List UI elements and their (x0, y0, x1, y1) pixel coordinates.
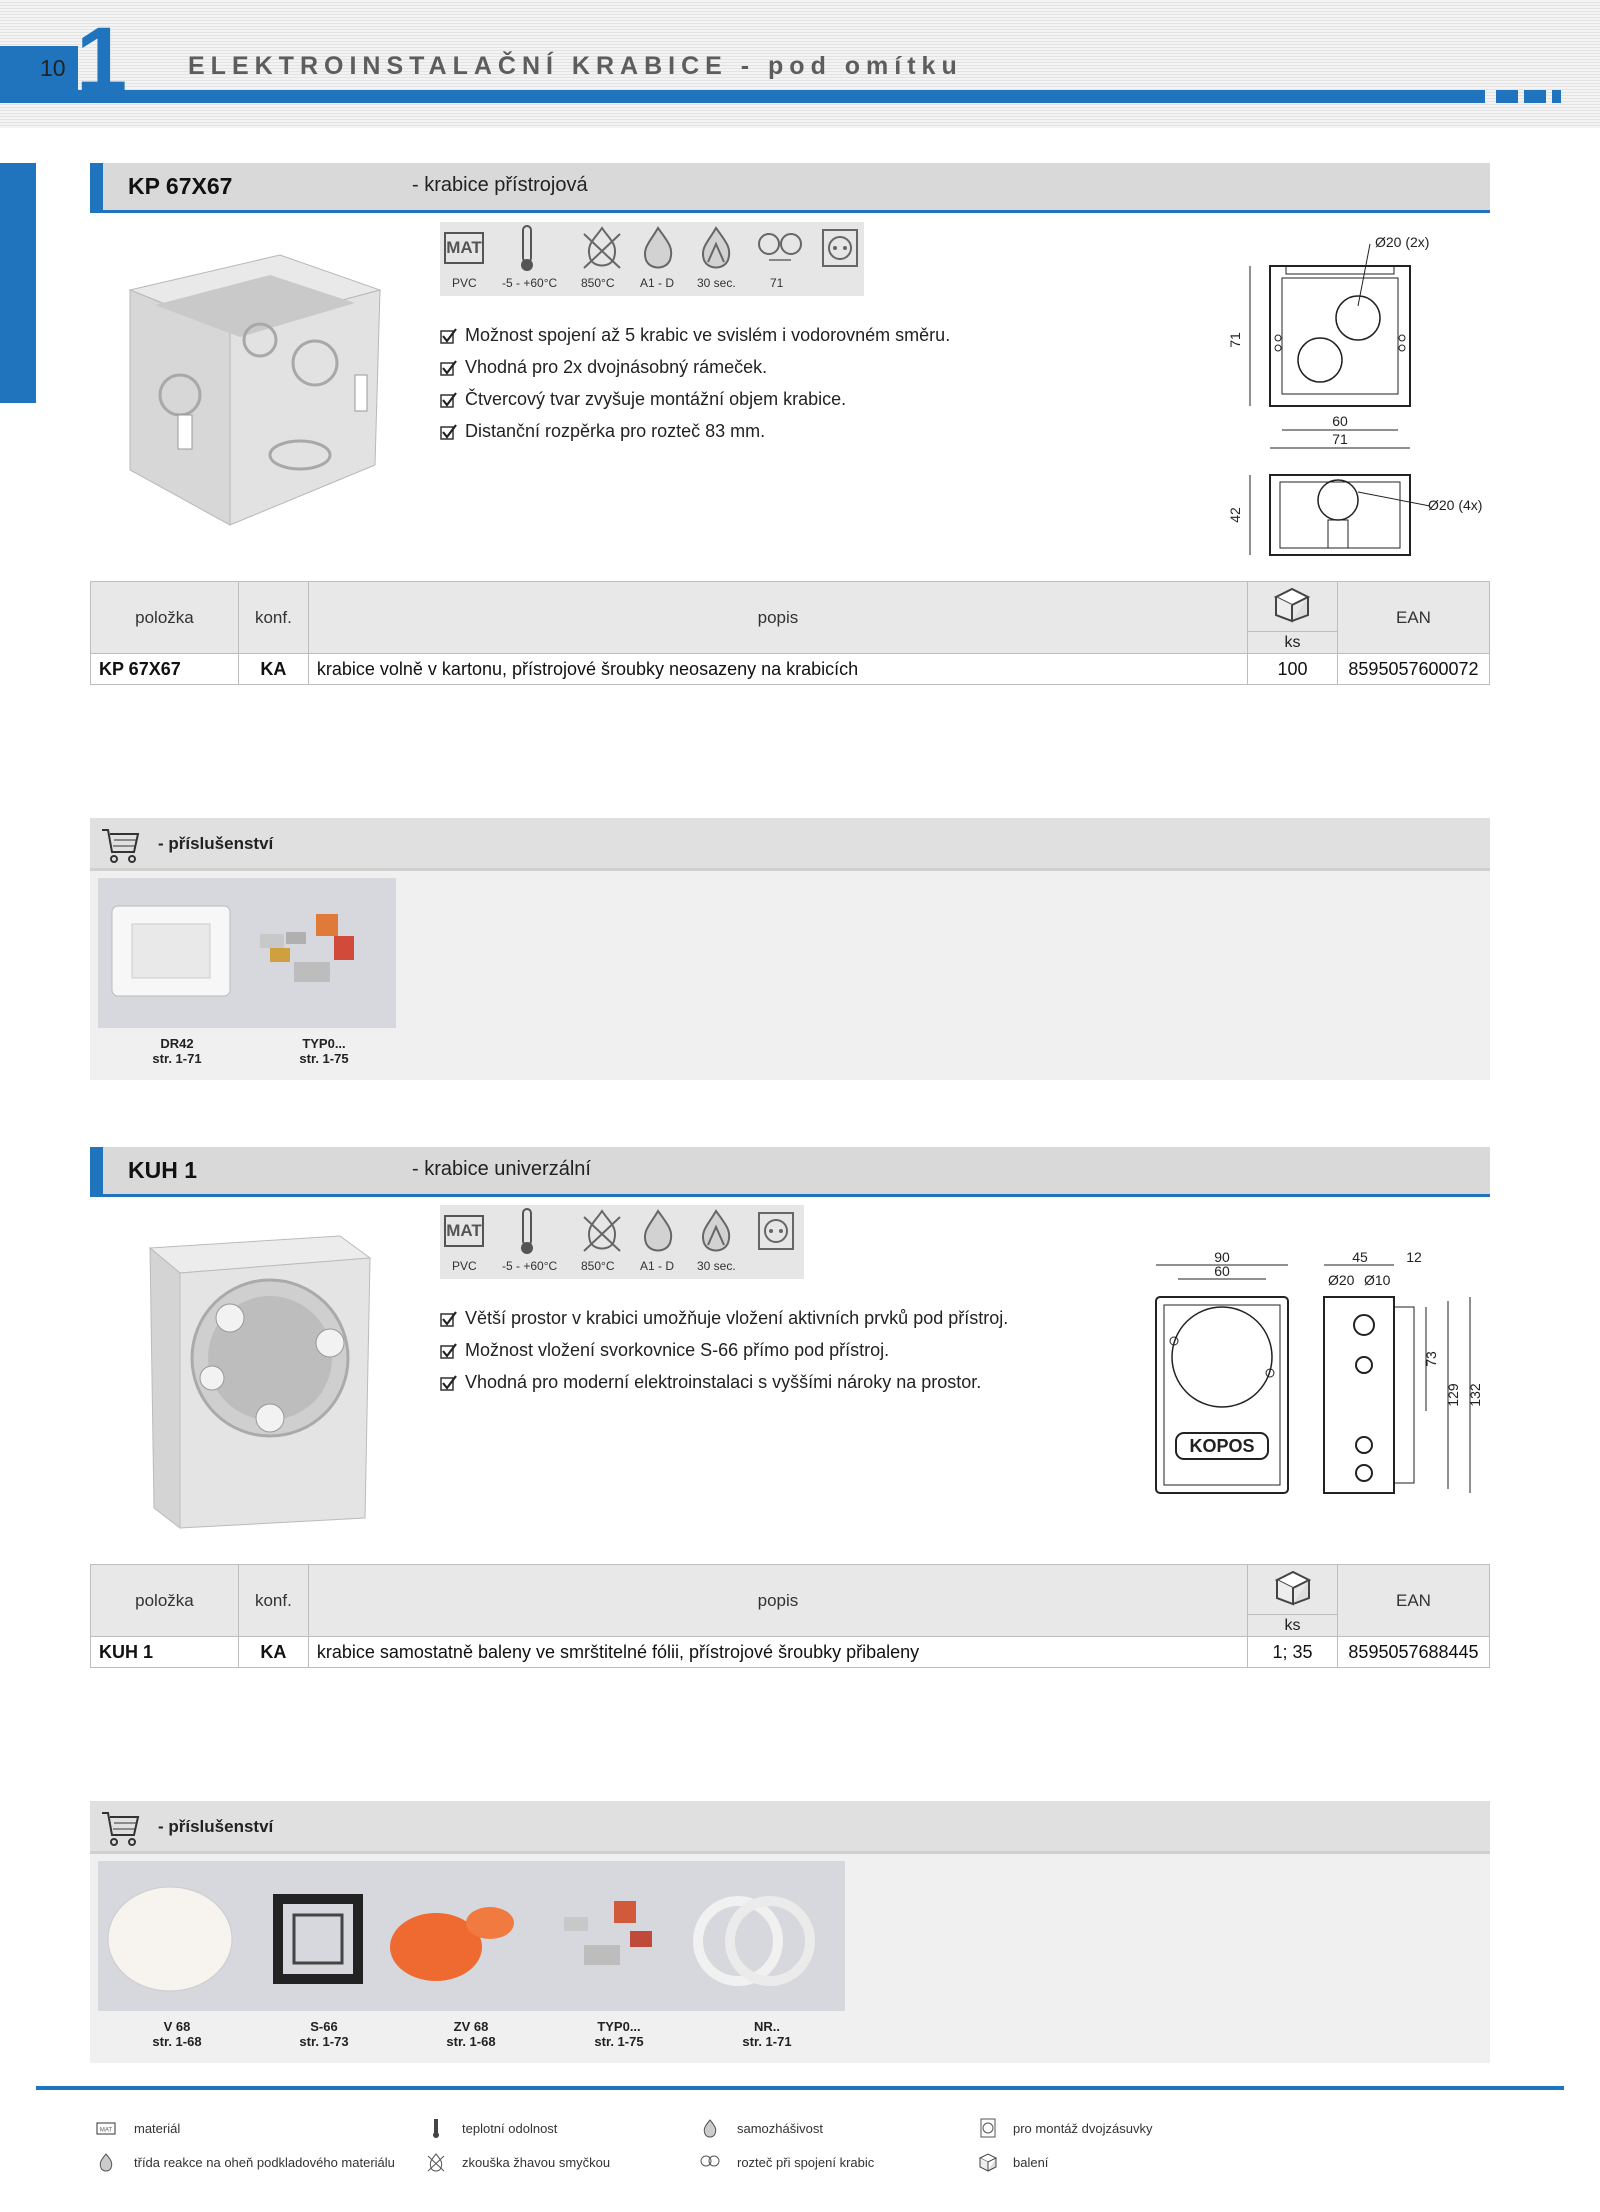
check-icon (440, 1374, 458, 1392)
accessories-label: - příslušenství (158, 834, 274, 853)
legend-label: teplotní odolnost (462, 2121, 558, 2136)
accessories-photo (98, 1861, 845, 2011)
accessories-panel (90, 818, 1490, 1080)
package-icon-cell (1248, 582, 1338, 632)
package-icon (978, 2152, 998, 2172)
col-header: popis (308, 1565, 1247, 1637)
side-marker (0, 163, 36, 403)
check-icon (440, 423, 458, 441)
material-strip (440, 222, 864, 296)
self-extinguish-icon (696, 224, 736, 272)
cell-desc: krabice samostatně baleny ve smrštitelné fólii, přístrojové šroubky přibaleny (308, 1637, 1247, 1668)
legend-label: balení (1013, 2155, 1049, 2170)
product-photo (110, 245, 390, 530)
mat-icon: MAT (444, 1215, 484, 1247)
check-icon (440, 327, 458, 345)
accessories-header (90, 818, 1490, 871)
cell-qty: 1; 35 (1248, 1637, 1338, 1668)
cell-conf: KA (238, 654, 308, 685)
dimension-label: 60 (1332, 413, 1348, 429)
feature-item: Vhodná pro 2x dvojnásobný rámeček. (440, 357, 950, 389)
accessory-item: NR.. str. 1-71 (742, 2019, 792, 2049)
double-socket-icon (820, 224, 860, 272)
dimension-label: 12 (1406, 1249, 1422, 1265)
thermometer-icon (520, 224, 534, 272)
glow-wire-value: 850°C (581, 1259, 615, 1273)
check-icon (440, 359, 458, 377)
dimension-label: 42 (1227, 507, 1243, 523)
package-icon (1270, 585, 1314, 623)
cell-desc: krabice volně v kartonu, přístrojové šroubky neosazeny na krabicích (308, 654, 1247, 685)
box-spacing-icon (700, 2152, 720, 2172)
header-square (1496, 90, 1518, 103)
accessories-label: - příslušenství (158, 1817, 274, 1836)
cart-icon (100, 1809, 140, 1847)
technical-drawing (1150, 1245, 1510, 1505)
cell-qty: 100 (1248, 654, 1338, 685)
product-subtitle: - krabice univerzální (412, 1158, 591, 1180)
col-header: ks (1248, 632, 1338, 654)
feature-item: Distanční rozpěrka pro rozteč 83 mm. (440, 421, 950, 453)
page-number: 10 (40, 55, 66, 81)
technical-drawing (1220, 230, 1520, 570)
check-icon (440, 1342, 458, 1360)
product-table (90, 581, 1490, 685)
header-square (1552, 90, 1561, 103)
glow-wire-icon (426, 2152, 446, 2172)
temperature-value: -5 - +60°C (502, 1259, 558, 1273)
thermometer-icon (426, 2118, 446, 2138)
check-icon (440, 1310, 458, 1328)
col-header: EAN (1337, 582, 1489, 654)
spacing-value: 71 (770, 276, 784, 290)
package-icon-cell (1248, 1565, 1338, 1615)
glow-wire-value: 850°C (581, 276, 615, 290)
col-header: ks (1248, 1615, 1338, 1637)
glow-wire-icon (580, 1207, 624, 1255)
col-header: konf. (238, 1565, 308, 1637)
double-socket-icon (756, 1207, 796, 1255)
dimension-label: 132 (1467, 1383, 1483, 1407)
mat-icon (96, 2118, 116, 2138)
accessory-item: V 68 str. 1-68 (152, 2019, 202, 2049)
flame-icon (96, 2152, 116, 2172)
page-tab (0, 46, 78, 103)
dimension-label: Ø10 (1364, 1272, 1391, 1288)
accessories-header (90, 1801, 1490, 1854)
accessory-item: TYP0... str. 1-75 (594, 2019, 644, 2049)
legend-label: pro montáž dvojzásuvky (1013, 2121, 1153, 2136)
table-row (91, 654, 1490, 685)
table-row (91, 1637, 1490, 1668)
double-socket-icon (978, 2118, 998, 2138)
legend-label: materiál (134, 2121, 181, 2136)
feature-item: Vhodná pro moderní elektroinstalaci s vyššími nároky na prostor. (440, 1372, 1008, 1404)
col-header: EAN (1337, 1565, 1489, 1637)
legend-label: samozhášivost (737, 2121, 823, 2136)
extinguish-value: 30 sec. (697, 276, 736, 290)
cell-ean: 8595057688445 (1337, 1637, 1489, 1668)
dimension-label: 129 (1445, 1383, 1461, 1407)
cell-conf: KA (238, 1637, 308, 1668)
product-photo (140, 1228, 380, 1538)
product-bar (90, 1147, 1490, 1197)
flame-icon (638, 224, 678, 272)
dimension-label: 73 (1423, 1351, 1439, 1367)
dimension-label: 90 (1214, 1249, 1230, 1265)
feature-item: Možnost spojení až 5 krabic ve svislém i vodorovném směru. (440, 325, 950, 357)
accessories-panel (90, 1801, 1490, 2063)
self-extinguish-icon (696, 1207, 736, 1255)
dimension-label: Ø20 (4x) (1428, 497, 1483, 513)
feature-item: Čtvercový tvar zvyšuje montážní objem krabice. (440, 389, 950, 421)
footer-line (36, 2086, 1564, 2090)
product-code: KP 67X67 (128, 173, 233, 199)
dimension-label: 60 (1214, 1263, 1230, 1279)
dimension-label: 71 (1332, 431, 1348, 447)
chapter-number: 1 (76, 9, 128, 111)
col-header: položka (91, 582, 239, 654)
svg-text:MAT: MAT (99, 2127, 113, 2134)
product-bar (90, 163, 1490, 213)
header-square (1524, 90, 1546, 103)
material-strip (440, 1205, 804, 1279)
dimension-label: Ø20 (2x) (1375, 234, 1430, 250)
mat-icon: MAT (444, 232, 484, 264)
header-blue-line (0, 90, 1485, 103)
accessory-item: ZV 68 str. 1-68 (446, 2019, 496, 2049)
cell-ean: 8595057600072 (1337, 654, 1489, 685)
col-header: konf. (238, 582, 308, 654)
feature-list (440, 1308, 1008, 1404)
brand-label: KOPOS (1189, 1436, 1255, 1456)
accessory-item: TYP0... str. 1-75 (299, 1036, 349, 1066)
material-value: PVC (452, 276, 477, 290)
fire-class-value: A1 - D (640, 276, 675, 290)
extinguish-value: 30 sec. (697, 1259, 736, 1273)
thermometer-icon (520, 1207, 534, 1255)
check-icon (440, 391, 458, 409)
glow-wire-icon (580, 224, 624, 272)
feature-item: Větší prostor v krabici umožňuje vložení aktivních prvků pod přístroj. (440, 1308, 1008, 1340)
self-extinguish-icon (700, 2118, 720, 2138)
flame-icon (638, 1207, 678, 1255)
legend-label: třída reakce na oheň podkladového materiálu (134, 2155, 395, 2170)
feature-item: Možnost vložení svorkovnice S-66 přímo pod přístroj. (440, 1340, 1008, 1372)
accessories-photo (98, 878, 396, 1028)
product-table (90, 1564, 1490, 1668)
product-subtitle: - krabice přístrojová (412, 174, 588, 196)
cell-code: KUH 1 (91, 1637, 239, 1668)
fire-class-value: A1 - D (640, 1259, 675, 1273)
col-header: položka (91, 1565, 239, 1637)
temperature-value: -5 - +60°C (502, 276, 558, 290)
feature-list (440, 325, 950, 453)
accessory-item: DR42 str. 1-71 (152, 1036, 202, 1066)
package-icon (1271, 1568, 1315, 1606)
material-value: PVC (452, 1259, 477, 1273)
dimension-label: 45 (1352, 1249, 1368, 1265)
accessory-item: S-66 str. 1-73 (299, 2019, 349, 2049)
product-code: KUH 1 (128, 1157, 198, 1183)
legend-label: rozteč při spojení krabic (737, 2155, 875, 2170)
page-title: ELEKTROINSTALAČNÍ KRABICE - pod omítku (188, 52, 963, 80)
legend-label: zkouška žhavou smyčkou (462, 2155, 611, 2170)
dimension-label: Ø20 (1328, 1272, 1355, 1288)
col-header: popis (308, 582, 1247, 654)
box-spacing-icon (756, 224, 804, 272)
cell-code: KP 67X67 (91, 654, 239, 685)
dimension-label: 71 (1227, 332, 1243, 348)
cart-icon (100, 826, 140, 864)
